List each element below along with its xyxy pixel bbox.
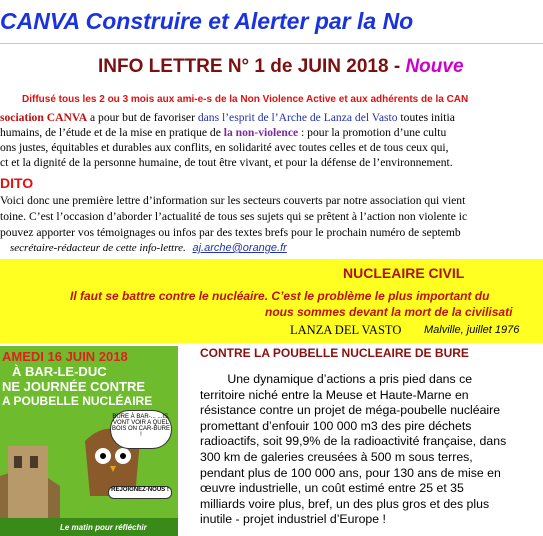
- poster-join-bubble: REJOIGNEZ-NOUS !: [108, 486, 172, 499]
- article-line: Une dynamique d’actions a pris pied dans ce: [200, 372, 473, 386]
- intro-line-3: ons justes, équitables et durables aux conflits, en solidarité avec toutes celles et de tous ceux qui,: [0, 141, 449, 154]
- nucleaire-heading: NUCLEAIRE CIVIL: [343, 265, 465, 281]
- intro-line-1: sociation CANVA a pour but de favoriser dans l’esprit de l’Arche de Lanza del Vasto toutes initia: [0, 111, 455, 124]
- poster-journee: NE JOURNÉE CONTRE: [2, 379, 146, 394]
- quote-source: Malville, juillet 1976: [424, 324, 520, 336]
- nouveau-label: Nouve: [405, 56, 464, 77]
- poster-speech-bubble: BURE À BAR-... ...IS, VONT VOIR A QUEL BOIS ON CAR-BURE !: [110, 410, 172, 449]
- poster-place: À BAR-LE-DUC: [12, 364, 107, 379]
- edito-line-2: toine. C’est l’occasion d’aborder l’actualité de tous ses sujets qui se prêtent à l’action non violente ic: [0, 210, 468, 223]
- poster-date: AMEDI 16 JUIN 2018: [2, 349, 128, 364]
- info-lettre-heading: INFO LETTRE N° 1 de JUIN 2018 - Nouve: [98, 56, 464, 77]
- article-line: promettant d’enfouir 100 000 m3 des pire déchets: [200, 418, 472, 433]
- divider: [0, 43, 543, 44]
- email-link[interactable]: aj.arche@orange.fr: [192, 242, 287, 254]
- nucleaire-quote-1: Il faut se battre contre le nucléaire. C’est le problème le plus important du: [70, 289, 490, 303]
- nucleaire-quote-2: nous sommes devant la mort de la civilisati: [265, 305, 513, 319]
- quote-author: LANZA DEL VASTO: [290, 323, 402, 337]
- article-line: milliards voire plus, bref, un des plus gros et des plus: [200, 496, 490, 511]
- article-line: résistance contre un projet de méga-poubelle nucléaire: [200, 403, 501, 418]
- intro-line-2: humains, de l’étude et de la mise en pratique de la non-violence : pour la promotion d’une cultu: [0, 126, 447, 139]
- article-line: œuvre industrielle, un coût estimé entre 25 et 35: [200, 481, 464, 496]
- intro-line-4: ct et la dignité de la personne humaine, de tout être vivant, et pour la défense de l’environnement.: [0, 156, 453, 169]
- diffusion-note: Diffusé tous les 2 ou 3 mois aux ami-e-s de la Non Violence Active et aux adhérents de la CAN: [22, 94, 469, 105]
- edito-line-4: secrétaire-rédacteur de cette info-lettre. aj.arche@orange.fr: [10, 242, 287, 254]
- event-poster: [0, 346, 178, 536]
- edito-heading: DITO: [0, 175, 34, 191]
- edito-line-3: pouvez apporter vos témoignages ou infos par des textes brefs pour le prochain numéro de septemb: [0, 226, 461, 239]
- newsletter-title: CANVA Construire et Alerter par la No: [0, 8, 414, 34]
- article-line: pendant plus de 100 000 ans, pour 130 ans de mise en: [200, 465, 501, 480]
- article-heading: CONTRE LA POUBELLE NUCLEAIRE DE BURE: [200, 346, 469, 360]
- poster-poubelle: A POUBELLE NUCLÉAIRE: [2, 394, 153, 408]
- article-line: 300 km de galeries creusées à 500 m sous terres,: [200, 450, 473, 464]
- article-line: territoire niché entre la Meuse et Haute-Marne en: [200, 387, 469, 402]
- article-line: radioactifs, soit 99,9% de la radioactivité française, dans: [200, 434, 507, 449]
- edito-line-1: Voici donc une première lettre d’information sur les secteurs couverts par notre association qui vient: [0, 194, 466, 207]
- poster-bottom-text: Le matin pour réfléchir: [60, 523, 147, 532]
- article-line: inutile - projet industriel d’Europe !: [200, 512, 386, 527]
